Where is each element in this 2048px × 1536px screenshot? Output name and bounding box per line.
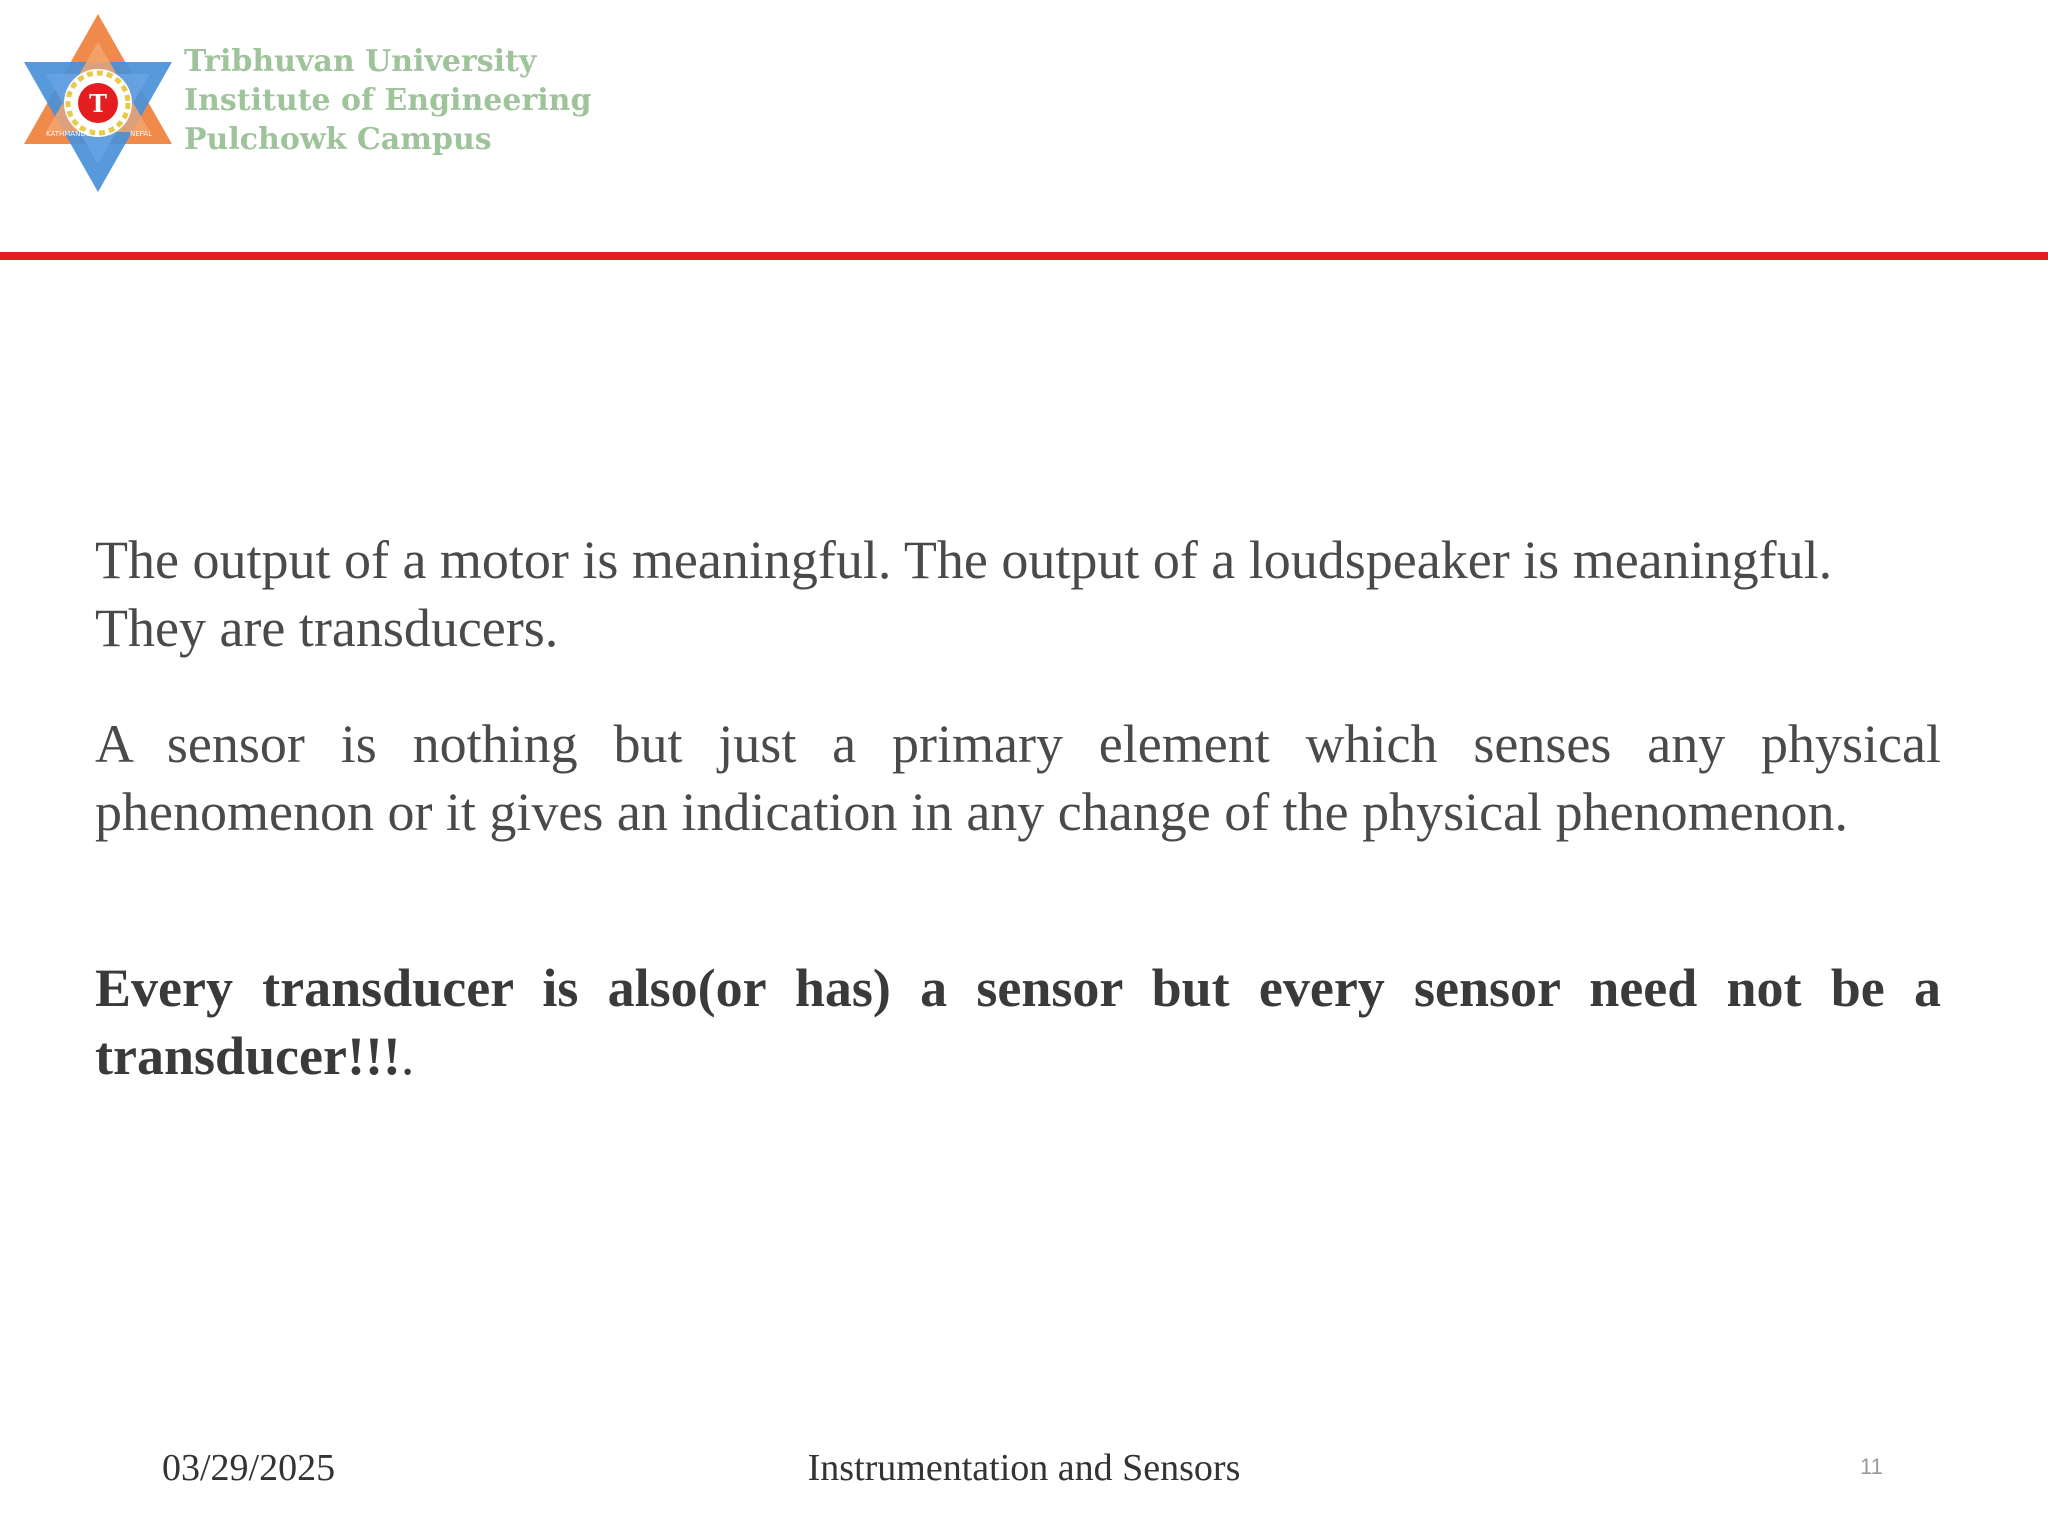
- logo-line-university: Tribhuvan University: [184, 44, 537, 79]
- slide-number: 11: [1860, 1454, 1883, 1479]
- footer-date: 03/29/2025: [162, 1447, 336, 1489]
- paragraph-transducers: The output of a motor is meaningful. The output of a loudspeaker is meaningful. They are transducers.: [95, 530, 1833, 658]
- footer-title: Instrumentation and Sensors: [807, 1447, 1241, 1489]
- paragraph-key-statement: [95, 954, 1941, 1090]
- svg-text:T: T: [89, 89, 107, 118]
- slide-body: [95, 526, 1941, 1090]
- key-statement-text: Every transducer is also(or has) a sensor but every sensor need not be a transducer!!!: [95, 958, 1941, 1086]
- logo-line-campus: Pulchowk Campus: [184, 122, 492, 157]
- paragraph-sensor-definition: A sensor is nothing but just a primary element which senses any physical phenomenon or it gives an indication in any change of the physical phenomenon.: [95, 714, 1941, 842]
- logo-text: [184, 42, 591, 159]
- emblem-text-right: NEPAL: [130, 130, 153, 138]
- header-divider: [0, 252, 2048, 260]
- institution-logo: [8, 8, 608, 198]
- tribhuvan-university-emblem-icon: [8, 8, 188, 198]
- logo-line-institute: Institute of Engineering: [184, 83, 592, 118]
- key-statement-period: .: [400, 1026, 415, 1086]
- emblem-text-left: KATHMANDU: [46, 130, 91, 138]
